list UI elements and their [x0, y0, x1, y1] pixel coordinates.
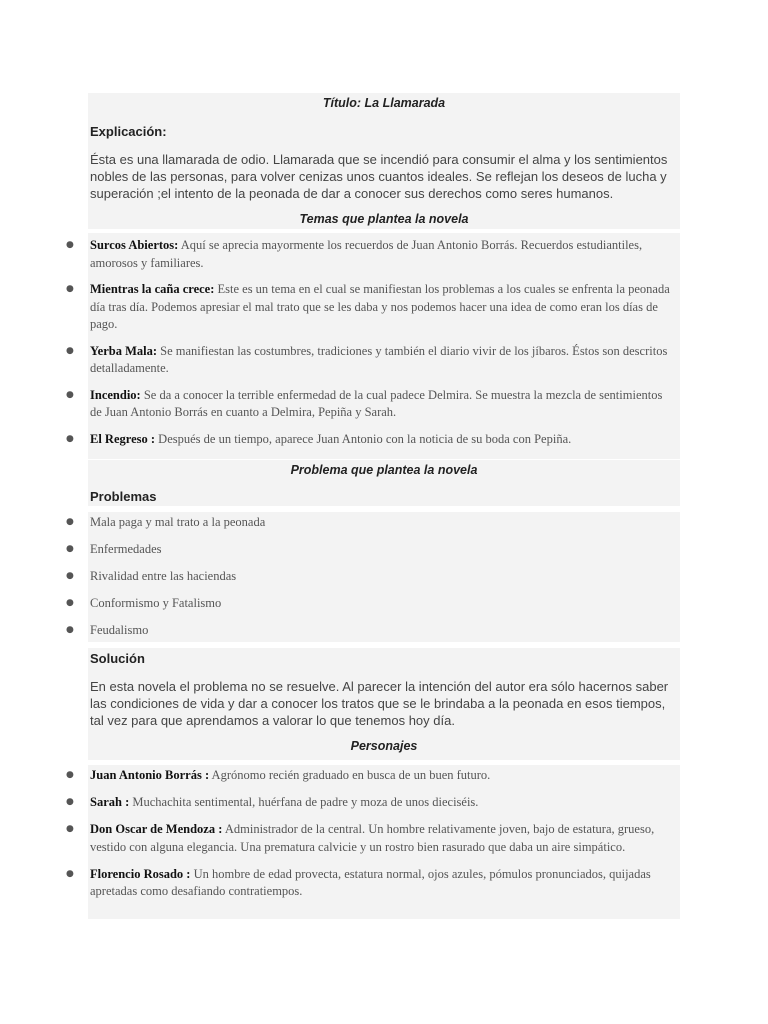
- theme-text: Después de un tiempo, aparece Juan Antonio con la noticia de su boda con Pepiña.: [155, 431, 572, 446]
- list-item: [66, 431, 680, 449]
- character-description: Administrador de la central. Un hombre relativamente joven, bajo de estatura, grueso, vestido con alguna elegancia. Una prematura calvicie y un rostro bien rasurado que daba un aire simpático.: [90, 822, 655, 854]
- problems-subheading: Problemas: [90, 489, 157, 504]
- theme-term: Yerba Mala:: [90, 343, 157, 358]
- explanation-section: [88, 93, 680, 229]
- character-name: Florencio Rosado :: [90, 866, 191, 881]
- explanation-text: Ésta es una llamarada de odio. Llamarada que se incendió para consumir el alma y los sentimientos nobles de las personas, para volver cenizas unos cuantos ideales. Se reflejan los deseos de lucha y superación ;el intento de la peonada de dar a conocer sus derechos como seres humanos.: [90, 152, 668, 201]
- list-item: [66, 595, 680, 613]
- problem-heading: Problema que plantea la novela: [290, 463, 478, 477]
- themes-list: [66, 237, 680, 448]
- list-item: [66, 568, 680, 586]
- character-description: Agrónomo recién graduado en busca de un buen futuro.: [209, 768, 491, 782]
- list-item: [66, 541, 680, 559]
- bullet-icon: ●: [66, 598, 74, 608]
- problems-list-section: [66, 512, 680, 642]
- characters-list-section: [66, 765, 680, 919]
- problem-text: Rivalidad entre las haciendas: [90, 569, 237, 583]
- solution-section: [88, 648, 680, 760]
- bullet-icon: ●: [66, 433, 74, 444]
- themes-list-section: [66, 233, 680, 459]
- character-description: Muchachita sentimental, huérfana de padre y moza de unos dieciséis.: [129, 795, 479, 809]
- list-item: [66, 387, 680, 422]
- bullet-icon: ●: [66, 571, 74, 581]
- theme-term: Surcos Abiertos:: [90, 238, 179, 252]
- themes-heading: Temas que plantea la novela: [299, 212, 469, 226]
- problem-text: Enfermedades: [90, 542, 162, 556]
- list-item: [66, 237, 680, 272]
- list-item: [66, 514, 680, 532]
- bullet-icon: ●: [66, 345, 74, 356]
- document-title: Título: La Llamarada: [322, 96, 446, 110]
- problem-text: Conformismo y Fatalismo: [90, 596, 222, 610]
- theme-term: Incendio:: [90, 387, 141, 402]
- list-item: [66, 622, 680, 640]
- characters-heading: Personajes: [350, 739, 418, 753]
- list-item: [66, 794, 680, 812]
- theme-text: Se da a conocer la terrible enfermedad de la cual padece Delmira. Se muestra la mezcla de sentimientos de Juan Antonio Borrás en cuanto a Delmira, Pepiña y Sarah.: [90, 387, 663, 419]
- character-name: Juan Antonio Borrás :: [90, 768, 210, 782]
- solution-heading: Solución: [90, 651, 145, 666]
- problems-list: [66, 514, 680, 640]
- theme-text: Aquí se aprecia mayormente los recuerdos de Juan Antonio Borrás. Recuerdos estudiantiles, amorosos y familiares.: [90, 238, 643, 270]
- list-item: [66, 767, 680, 785]
- bullet-icon: ●: [66, 517, 74, 527]
- bullet-icon: ●: [66, 240, 74, 250]
- list-item: [66, 821, 680, 856]
- character-description: Un hombre de edad provecta, estatura normal, ojos azules, pómulos pronunciados, quijadas apretadas como desafiando contratiempos.: [90, 866, 651, 898]
- theme-text: Se manifiestan las costumbres, tradiciones y también el diario vivir de los jíbaros. Éstos son descritos detalladamente.: [90, 343, 668, 375]
- bullet-icon: ●: [66, 544, 74, 554]
- character-name: Don Oscar de Mendoza :: [90, 822, 223, 836]
- characters-list: [66, 767, 680, 901]
- bullet-icon: ●: [66, 797, 74, 807]
- theme-term: Mientras la caña crece:: [90, 282, 215, 296]
- bullet-icon: ●: [66, 770, 74, 780]
- bullet-icon: ●: [66, 824, 74, 834]
- bullet-icon: ●: [66, 625, 74, 635]
- solution-text: En esta novela el problema no se resuelve. Al parecer la intención del autor era sólo hacernos saber las condiciones de vida y dar a conocer los tratos que se le brindaba a la peonada en esos tiempos, tal vez para que aprendamos a valorar lo que tenemos hoy día.: [90, 679, 669, 728]
- problem-text: Feudalismo: [90, 623, 149, 637]
- theme-term: El Regreso :: [90, 431, 156, 446]
- list-item: [66, 866, 680, 901]
- list-item: [66, 343, 680, 378]
- bullet-icon: ●: [66, 284, 74, 294]
- list-item: [66, 281, 680, 334]
- character-name: Sarah :: [90, 795, 130, 809]
- bullet-icon: ●: [66, 389, 74, 400]
- bullet-icon: ●: [66, 868, 74, 879]
- theme-text: Este es un tema en el cual se manifiestan los problemas a los cuales se enfrenta la peonada día tras día. Podemos apresiar el mal trato que se les daba y nos podemos hacer una idea de como eran los días de pago.: [90, 282, 670, 331]
- explanation-heading: Explicación:: [90, 124, 167, 139]
- problem-section: [88, 460, 680, 506]
- problem-text: Mala paga y mal trato a la peonada: [90, 515, 266, 529]
